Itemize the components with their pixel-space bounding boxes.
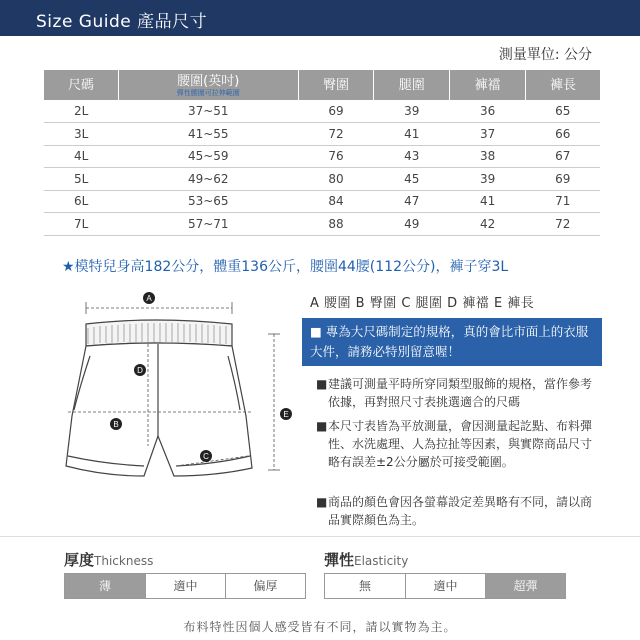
header-hip: 臀圍 <box>298 70 374 100</box>
elasticity-scale <box>324 573 566 599</box>
measurement-legend: A 腰圍 B 臀圍 C 腿圍 D 褲襠 E 褲長 <box>310 296 535 311</box>
table-cell: 41 <box>450 190 526 213</box>
thickness-option: 薄 <box>65 574 145 598</box>
elasticity-option: 超彈 <box>485 574 565 598</box>
model-note: ★模特兒身高182公分，體重136公斤，腰圍44腰(112公分)，褲子穿3L <box>62 259 509 275</box>
size-table-header-row <box>44 70 600 100</box>
table-row <box>44 123 600 146</box>
table-cell: 37 <box>450 123 526 146</box>
bullet-mark: ■ <box>316 377 328 391</box>
table-cell: 47 <box>374 190 450 213</box>
table-cell: 4L <box>44 145 118 168</box>
elasticity-title: 彈性Elasticity <box>324 551 409 569</box>
bullet-item: ■ 商品的顏色會因各螢幕設定差異略有不同，請以商品實際顏色為主。 <box>316 495 593 527</box>
table-row <box>44 190 600 213</box>
thickness-option: 適中 <box>145 574 225 598</box>
waist-subnote: 彈性腰圍可拉伸範圍 <box>176 88 240 97</box>
table-cell: 53~65 <box>118 190 298 213</box>
table-cell: 36 <box>450 100 526 123</box>
unit-label: 測量單位: 公分 <box>498 47 592 63</box>
header-rise: 褲襠 <box>450 70 526 100</box>
table-cell: 80 <box>298 168 374 191</box>
table-cell: 72 <box>298 123 374 146</box>
table-cell: 6L <box>44 190 118 213</box>
table-cell: 71 <box>526 190 600 213</box>
header-length: 褲長 <box>526 70 600 100</box>
table-cell: 39 <box>374 100 450 123</box>
table-cell: 49 <box>374 213 450 236</box>
table-cell: 72 <box>526 213 600 236</box>
section-divider <box>0 536 640 537</box>
bullet-item: ■ 建議可測量平時所穿同類型服飾的規格，當作參考依據，再對照尺寸表挑選適合的尺碼 <box>316 377 593 409</box>
svg-text:A: A <box>146 294 152 303</box>
table-cell: 37~51 <box>118 100 298 123</box>
size-table <box>44 70 600 236</box>
page-title: Size Guide 產品尺寸 <box>36 12 208 32</box>
table-cell: 67 <box>526 145 600 168</box>
table-cell: 45 <box>374 168 450 191</box>
elasticity-option: 適中 <box>405 574 485 598</box>
table-cell: 5L <box>44 168 118 191</box>
bullet-item: ■ 本尺寸表皆為平放測量，會因測量起訖點、布料彈性、水洗處理、人為拉扯等因素，與實際商品尺寸略有誤差±2公分屬於可接受範圍。 <box>316 419 593 469</box>
thickness-title: 厚度Thickness <box>64 551 154 569</box>
table-cell: 39 <box>450 168 526 191</box>
thickness-scale <box>64 573 306 599</box>
table-row <box>44 100 600 123</box>
marker-c <box>200 450 212 462</box>
table-cell: 49~62 <box>118 168 298 191</box>
marker-e <box>280 408 292 420</box>
header-size: 尺碼 <box>44 70 118 100</box>
table-cell: 42 <box>450 213 526 236</box>
table-cell: 41 <box>374 123 450 146</box>
header-thigh: 腿圍 <box>374 70 450 100</box>
table-cell: 45~59 <box>118 145 298 168</box>
elasticity-option: 無 <box>358 579 371 593</box>
table-cell: 3L <box>44 123 118 146</box>
svg-text:B: B <box>113 420 119 429</box>
table-cell: 66 <box>526 123 600 146</box>
table-row <box>44 168 600 191</box>
table-cell: 84 <box>298 190 374 213</box>
table-row <box>44 213 600 236</box>
table-row <box>44 145 600 168</box>
table-cell: 69 <box>298 100 374 123</box>
notice-box: ■ 專為大尺碼制定的規格，真的會比市面上的衣服大件，請務必特別留意喔！ <box>302 318 602 366</box>
table-cell: 7L <box>44 213 118 236</box>
table-cell: 57~71 <box>118 213 298 236</box>
svg-text:C: C <box>203 452 209 461</box>
table-cell: 76 <box>298 145 374 168</box>
table-cell: 38 <box>450 145 526 168</box>
shorts-diagram <box>44 286 304 496</box>
table-cell: 41~55 <box>118 123 298 146</box>
table-cell: 43 <box>374 145 450 168</box>
bullet-mark: ■ <box>316 419 328 433</box>
table-cell: 2L <box>44 100 118 123</box>
marker-a <box>143 292 155 304</box>
svg-text:E: E <box>283 410 289 419</box>
table-cell: 88 <box>298 213 374 236</box>
bullet-mark: ■ <box>316 495 328 509</box>
marker-d <box>134 364 146 376</box>
fabric-footnote: 布料特性因個人感受皆有不同，請以實物為主。 <box>183 620 457 634</box>
marker-b <box>110 418 122 430</box>
header-bar <box>0 0 640 36</box>
svg-text:D: D <box>137 366 143 375</box>
table-cell: 69 <box>526 168 600 191</box>
thickness-option: 偏厚 <box>225 574 305 598</box>
header-waist: 腰圍(英吋) 彈性腰圍可拉伸範圍 <box>118 70 298 100</box>
table-cell: 65 <box>526 100 600 123</box>
